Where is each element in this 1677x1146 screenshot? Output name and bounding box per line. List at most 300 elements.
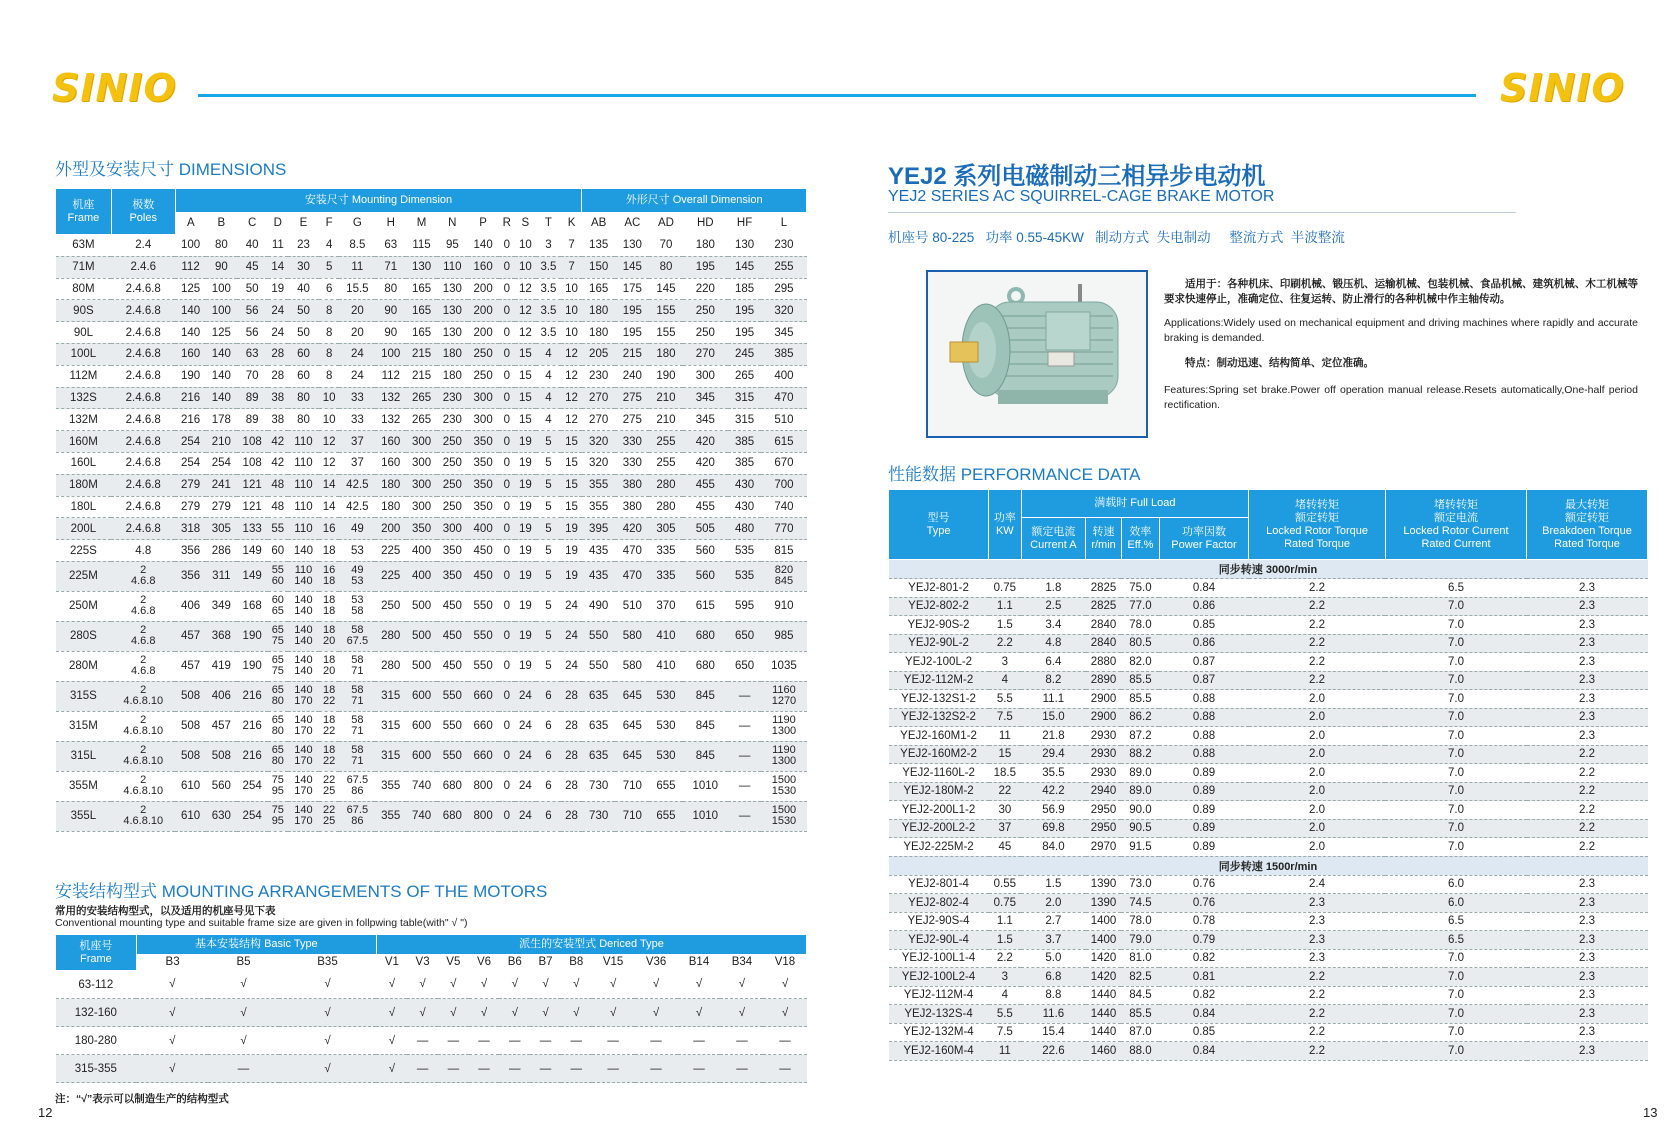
table-cell: 48 bbox=[268, 496, 289, 518]
table-row bbox=[56, 343, 807, 365]
table-cell: 355 bbox=[375, 801, 406, 831]
table-cell bbox=[319, 741, 340, 771]
eff-header-text: 效率 bbox=[1129, 525, 1152, 538]
table-cell-line: 86 bbox=[351, 815, 364, 828]
table-cell: 4 bbox=[536, 409, 562, 431]
table-cell: 356 bbox=[175, 561, 206, 591]
table-cell: 130 bbox=[437, 300, 468, 322]
table-cell: 71 bbox=[375, 256, 406, 278]
table-cell: 5 bbox=[319, 256, 340, 278]
table-cell: 395 bbox=[582, 518, 616, 540]
table-cell: 7 bbox=[561, 235, 582, 257]
table-cell: YEJ2-200L2-2 bbox=[889, 819, 989, 838]
table-cell: 70 bbox=[649, 235, 683, 257]
table-cell: 145 bbox=[728, 256, 762, 278]
performance-title: 性能数据 PERFORMANCE DATA bbox=[888, 465, 1141, 484]
table-cell-line: 140 bbox=[294, 635, 313, 648]
table-cell: 0 bbox=[499, 561, 516, 591]
table-cell: √ bbox=[376, 999, 407, 1027]
table-cell: 910 bbox=[761, 591, 806, 621]
table-cell: 130 bbox=[728, 235, 762, 257]
table-cell: 110 bbox=[437, 256, 468, 278]
table-cell: 87.2 bbox=[1121, 727, 1159, 746]
table-cell-line: 1530 bbox=[771, 815, 797, 828]
table-cell-line: 4.6.8 bbox=[131, 575, 156, 588]
applications-en: Applications:Widely used on mechanical equipment and driving machines where rapidly and accurate braking is demanded. bbox=[1164, 317, 1638, 344]
table-cell: 550 bbox=[468, 651, 499, 681]
table-cell-line: 170 bbox=[294, 755, 313, 768]
table-cell: 80.5 bbox=[1121, 634, 1159, 653]
table-cell: 3.4 bbox=[1021, 616, 1086, 635]
table-cell: 0 bbox=[499, 235, 516, 257]
table-cell: 85.5 bbox=[1121, 1005, 1159, 1024]
table-row bbox=[889, 745, 1648, 764]
mounting-note-cn: 常用的安装结构型式，以及适用的机座号见下表 bbox=[55, 905, 276, 917]
table-cell bbox=[339, 621, 375, 651]
table-cell: 300 bbox=[437, 518, 468, 540]
table-row bbox=[56, 474, 807, 496]
table-cell: 90L bbox=[56, 322, 112, 344]
table-cell: 0.81 bbox=[1159, 968, 1248, 987]
cur-header-text: Current A bbox=[1030, 538, 1077, 551]
table-cell: 2.4.6.8 bbox=[111, 322, 175, 344]
table-cell: 510 bbox=[761, 409, 806, 431]
table-cell: 355 bbox=[582, 496, 616, 518]
table-cell: 530 bbox=[649, 681, 683, 711]
table-cell: 180 bbox=[437, 343, 468, 365]
table-cell: 180 bbox=[582, 300, 616, 322]
table-cell: 132 bbox=[375, 387, 406, 409]
table-cell: 345 bbox=[683, 409, 728, 431]
table-cell: 5.5 bbox=[989, 690, 1022, 709]
table-row bbox=[56, 561, 807, 591]
table-cell: 87.0 bbox=[1121, 1023, 1159, 1042]
lrc-header-text: 堵转转矩 bbox=[1433, 498, 1478, 511]
table-cell: 8.8 bbox=[1021, 986, 1086, 1005]
table-cell: 73.0 bbox=[1121, 875, 1159, 894]
table-row bbox=[889, 1005, 1648, 1024]
brand-logo-left: SINIO bbox=[52, 66, 177, 110]
table-cell: 19 bbox=[515, 651, 536, 681]
table-cell: 845 bbox=[683, 681, 728, 711]
table-cell: 140 bbox=[206, 387, 237, 409]
table-cell: 10 bbox=[561, 322, 582, 344]
table-cell bbox=[339, 681, 375, 711]
table-cell: 0.89 bbox=[1159, 764, 1248, 783]
table-cell: 12 bbox=[515, 300, 536, 322]
table-cell: 115 bbox=[406, 235, 437, 257]
table-cell-line: 18 bbox=[323, 654, 336, 667]
table-cell: 86.2 bbox=[1121, 708, 1159, 727]
table-cell: 500 bbox=[406, 591, 437, 621]
table-cell: 420 bbox=[683, 452, 728, 474]
frame-header-text: 机座号 bbox=[79, 939, 113, 952]
table-cell: 3.5 bbox=[536, 300, 562, 322]
table-cell: 2.4 bbox=[1249, 875, 1386, 894]
table-cell: 15 bbox=[515, 409, 536, 431]
table-cell-line: 67.5 bbox=[346, 804, 369, 817]
table-cell: 320 bbox=[761, 300, 806, 322]
table-cell: 210 bbox=[649, 409, 683, 431]
table-cell: 0.88 bbox=[1159, 708, 1248, 727]
table-cell: 178 bbox=[206, 409, 237, 431]
table-cell: 11 bbox=[339, 256, 375, 278]
table-cell: 0 bbox=[499, 387, 516, 409]
table-cell: 28 bbox=[561, 681, 582, 711]
table-cell: 1420 bbox=[1086, 949, 1122, 968]
table-cell: 85.5 bbox=[1121, 690, 1159, 709]
applications-cn: 适用于：各种机床、印刷机械、锻压机、运输机械、包装机械、食品机械、建筑机械、木工机械等要求快速停止，准确定位、往复运转、防止滑行的各种机械中作主轴传动。 bbox=[1164, 278, 1638, 305]
table-cell: 345 bbox=[683, 387, 728, 409]
table-cell: 15 bbox=[561, 431, 582, 453]
table-cell: 500 bbox=[406, 621, 437, 651]
table-cell: 15 bbox=[989, 745, 1022, 764]
table-cell: 2.4.6.8 bbox=[111, 278, 175, 300]
table-cell: 0 bbox=[499, 651, 516, 681]
frame-header-text: Frame bbox=[67, 211, 100, 224]
table-cell: 38 bbox=[268, 387, 289, 409]
type-header-text: Type bbox=[926, 524, 951, 537]
table-cell: 230 bbox=[437, 409, 468, 431]
table-cell-line: 2 bbox=[140, 774, 147, 787]
dimension-column-header: H bbox=[375, 213, 406, 235]
table-cell: 11 bbox=[989, 727, 1022, 746]
table-row bbox=[56, 496, 807, 518]
table-cell: 90 bbox=[206, 256, 237, 278]
table-cell: 121 bbox=[237, 474, 268, 496]
full-load-header: 满载时 Full Load bbox=[1021, 490, 1248, 518]
table-cell-line: 18 bbox=[323, 624, 336, 637]
table-cell-line: 86 bbox=[351, 785, 364, 798]
table-cell: 85.5 bbox=[1121, 671, 1159, 690]
table-row bbox=[889, 931, 1648, 950]
dimension-column-header: HD bbox=[683, 213, 728, 235]
table-cell: 8 bbox=[319, 343, 340, 365]
table-cell: YEJ2-225M-2 bbox=[889, 838, 989, 857]
table-cell: 4 bbox=[536, 343, 562, 365]
table-cell: 5 bbox=[536, 561, 562, 591]
table-cell: 2.2 bbox=[1527, 838, 1648, 857]
power-header-text: KW bbox=[995, 524, 1014, 537]
table-cell: 710 bbox=[615, 771, 649, 801]
table-cell bbox=[319, 801, 340, 831]
table-cell: 33 bbox=[339, 387, 375, 409]
table-row bbox=[56, 651, 807, 681]
table-cell: 112M bbox=[56, 365, 112, 387]
table-cell: — bbox=[438, 1027, 469, 1055]
table-cell bbox=[288, 801, 319, 831]
table-cell: 49 bbox=[339, 518, 375, 540]
table-cell: 2.0 bbox=[1249, 708, 1386, 727]
table-cell bbox=[319, 711, 340, 741]
table-cell: 245 bbox=[728, 343, 762, 365]
table-cell: 470 bbox=[615, 561, 649, 591]
table-cell: 37 bbox=[339, 431, 375, 453]
table-cell-line: 4.6.8.10 bbox=[123, 785, 164, 798]
table-cell: 580 bbox=[615, 621, 649, 651]
table-cell: 0.75 bbox=[989, 579, 1022, 598]
table-cell: 2.0 bbox=[1249, 764, 1386, 783]
table-cell: 8.2 bbox=[1021, 671, 1086, 690]
table-cell: 4.8 bbox=[1021, 634, 1086, 653]
table-cell-line: 140 bbox=[294, 575, 313, 588]
table-cell: 650 bbox=[728, 651, 762, 681]
dimension-column-header: HF bbox=[728, 213, 762, 235]
table-cell-line: 140 bbox=[294, 594, 313, 607]
table-cell: YEJ2-112M-4 bbox=[889, 986, 989, 1005]
table-cell: 2.4.6.8 bbox=[111, 496, 175, 518]
table-cell: 7.0 bbox=[1385, 782, 1526, 801]
table-cell: 3.7 bbox=[1021, 931, 1086, 950]
table-cell: 7.0 bbox=[1385, 801, 1526, 820]
table-cell-line: 71 bbox=[351, 725, 364, 738]
table-cell: 38 bbox=[268, 409, 289, 431]
table-cell: 655 bbox=[649, 801, 683, 831]
dimension-column-header: S bbox=[515, 213, 536, 235]
table-cell: 216 bbox=[175, 409, 206, 431]
table-cell: 635 bbox=[582, 741, 616, 771]
table-row bbox=[56, 621, 807, 651]
table-cell: 300 bbox=[406, 431, 437, 453]
table-cell-line: 25 bbox=[323, 785, 336, 798]
table-cell: 200 bbox=[468, 278, 499, 300]
table-cell: 19 bbox=[561, 561, 582, 591]
table-cell: √ bbox=[635, 971, 678, 999]
table-row bbox=[889, 819, 1648, 838]
table-cell: 255 bbox=[649, 431, 683, 453]
table-cell: 225S bbox=[56, 540, 112, 562]
table-cell: 300 bbox=[468, 409, 499, 431]
table-cell-line: 140 bbox=[294, 684, 313, 697]
table-cell: 280M bbox=[56, 651, 112, 681]
table-cell: 318 bbox=[175, 518, 206, 540]
table-row bbox=[56, 518, 807, 540]
table-cell: 140 bbox=[468, 235, 499, 257]
table-row bbox=[889, 671, 1648, 690]
table-cell: √ bbox=[763, 971, 806, 999]
table-cell: — bbox=[561, 1055, 592, 1083]
table-cell bbox=[111, 711, 175, 741]
table-cell: 350 bbox=[468, 474, 499, 496]
table-cell: 215 bbox=[406, 343, 437, 365]
table-cell: 2.2 bbox=[1527, 782, 1648, 801]
table-cell: 660 bbox=[468, 741, 499, 771]
table-cell-line: 2 bbox=[140, 684, 147, 697]
table-cell: 2.3 bbox=[1527, 690, 1648, 709]
table-cell bbox=[761, 771, 806, 801]
table-cell: 254 bbox=[237, 771, 268, 801]
table-cell: 505 bbox=[683, 518, 728, 540]
table-cell: YEJ2-90S-4 bbox=[889, 912, 989, 931]
table-cell: 90 bbox=[375, 300, 406, 322]
table-cell: 150 bbox=[582, 256, 616, 278]
table-cell: 80 bbox=[288, 409, 319, 431]
table-cell: 10 bbox=[561, 300, 582, 322]
table-cell: 28 bbox=[561, 771, 582, 801]
table-row bbox=[56, 1055, 807, 1083]
table-cell: 80 bbox=[375, 278, 406, 300]
table-row bbox=[889, 986, 1648, 1005]
table-cell: 100 bbox=[206, 300, 237, 322]
table-cell: √ bbox=[592, 971, 635, 999]
table-cell: 112 bbox=[375, 365, 406, 387]
table-cell: √ bbox=[376, 1055, 407, 1083]
table-cell: 355 bbox=[375, 771, 406, 801]
table-cell: 84.0 bbox=[1021, 838, 1086, 857]
table-cell: 2.3 bbox=[1527, 597, 1648, 616]
table-cell: 4 bbox=[989, 986, 1022, 1005]
table-cell: 0 bbox=[499, 801, 516, 831]
table-cell: 80 bbox=[206, 235, 237, 257]
table-cell: 15 bbox=[515, 387, 536, 409]
mount-column-header: B8 bbox=[561, 955, 592, 971]
table-cell: √ bbox=[530, 971, 561, 999]
table-cell: — bbox=[469, 1055, 500, 1083]
table-cell: 6 bbox=[536, 711, 562, 741]
table-cell: 145 bbox=[649, 278, 683, 300]
table-cell: 770 bbox=[761, 518, 806, 540]
table-cell-line: 2 bbox=[140, 624, 147, 637]
table-cell: 90.5 bbox=[1121, 819, 1159, 838]
table-cell: 2.2 bbox=[1527, 745, 1648, 764]
table-cell: 15.0 bbox=[1021, 708, 1086, 727]
table-cell: 455 bbox=[683, 474, 728, 496]
table-cell: 0.89 bbox=[1159, 819, 1248, 838]
table-row bbox=[889, 708, 1648, 727]
table-cell bbox=[761, 681, 806, 711]
mount-column-header: V15 bbox=[592, 955, 635, 971]
table-cell: 530 bbox=[649, 711, 683, 741]
poles-header bbox=[111, 189, 175, 235]
table-cell bbox=[268, 801, 289, 831]
table-cell: — bbox=[530, 1055, 561, 1083]
table-cell: 2950 bbox=[1086, 819, 1122, 838]
table-cell: 470 bbox=[761, 387, 806, 409]
table-cell: — bbox=[635, 1027, 678, 1055]
table-cell: 82.0 bbox=[1121, 653, 1159, 672]
table-cell: 1390 bbox=[1086, 875, 1122, 894]
table-cell: 225 bbox=[375, 540, 406, 562]
table-cell-line: 95 bbox=[271, 785, 284, 798]
table-cell: 600 bbox=[406, 681, 437, 711]
table-cell: 5 bbox=[536, 452, 562, 474]
mount-column-header: B7 bbox=[530, 955, 561, 971]
table-cell-line: 170 bbox=[294, 695, 313, 708]
table-cell: 480 bbox=[728, 518, 762, 540]
table-cell: 700 bbox=[761, 474, 806, 496]
table-cell: 6 bbox=[319, 278, 340, 300]
table-cell: 457 bbox=[175, 651, 206, 681]
table-cell: 800 bbox=[468, 771, 499, 801]
table-cell: 60 bbox=[288, 343, 319, 365]
dimensions-title: 外型及安装尺寸 DIMENSIONS bbox=[55, 160, 287, 179]
table-cell-line: 65 bbox=[271, 714, 284, 727]
table-cell: 2950 bbox=[1086, 801, 1122, 820]
table-cell: 0 bbox=[499, 300, 516, 322]
table-cell: 2.0 bbox=[1249, 801, 1386, 820]
table-cell: 200L bbox=[56, 518, 112, 540]
table-cell: 15 bbox=[561, 496, 582, 518]
table-cell: 90.0 bbox=[1121, 801, 1159, 820]
table-cell: 0.88 bbox=[1159, 745, 1248, 764]
table-cell: 0 bbox=[499, 621, 516, 651]
table-cell: YEJ2-200L1-2 bbox=[889, 801, 989, 820]
table-row bbox=[889, 579, 1648, 598]
table-cell: 250 bbox=[468, 365, 499, 387]
table-cell: 740 bbox=[406, 801, 437, 831]
table-cell: 270 bbox=[582, 387, 616, 409]
table-cell: 165 bbox=[406, 300, 437, 322]
table-cell: 180 bbox=[437, 365, 468, 387]
mount-column-header: B35 bbox=[279, 955, 377, 971]
table-cell-line: 845 bbox=[774, 575, 794, 588]
table-row bbox=[889, 764, 1648, 783]
table-cell: 0.78 bbox=[1159, 912, 1248, 931]
table-cell: 195 bbox=[728, 300, 762, 322]
table-cell: 0.82 bbox=[1159, 986, 1248, 1005]
table-cell: √ bbox=[136, 1027, 208, 1055]
table-cell-line: 2 bbox=[140, 744, 147, 757]
table-cell: 7 bbox=[561, 256, 582, 278]
table-cell-line: 16 bbox=[323, 564, 336, 577]
table-cell: 1420 bbox=[1086, 968, 1122, 987]
table-cell: 12 bbox=[515, 278, 536, 300]
table-cell: 490 bbox=[582, 591, 616, 621]
table-cell: 650 bbox=[728, 621, 762, 651]
table-cell: 250 bbox=[468, 343, 499, 365]
table-cell: 2.3 bbox=[1527, 634, 1648, 653]
table-cell-line: 140 bbox=[294, 665, 313, 678]
table-row bbox=[56, 971, 807, 999]
table-cell: 1.1 bbox=[989, 597, 1022, 616]
cur-header bbox=[1021, 518, 1086, 560]
table-cell: 28 bbox=[561, 741, 582, 771]
table-cell: 330 bbox=[615, 452, 649, 474]
table-cell: 89.0 bbox=[1121, 782, 1159, 801]
dimension-column-header: G bbox=[339, 213, 375, 235]
table-cell-line: 140 bbox=[294, 744, 313, 757]
table-cell bbox=[288, 771, 319, 801]
table-cell: 110 bbox=[288, 474, 319, 496]
table-cell: 985 bbox=[761, 621, 806, 651]
table-cell: 7.0 bbox=[1385, 671, 1526, 690]
table-cell: 2.2 bbox=[1249, 986, 1386, 1005]
table-cell: 7.0 bbox=[1385, 1042, 1526, 1061]
table-row bbox=[889, 894, 1648, 913]
table-cell bbox=[111, 741, 175, 771]
table-cell: 600 bbox=[406, 711, 437, 741]
table-cell: 200 bbox=[468, 300, 499, 322]
table-cell: 180-280 bbox=[56, 1027, 137, 1055]
mount-column-header: V3 bbox=[407, 955, 438, 971]
table-cell-line: 4.6.8 bbox=[131, 665, 156, 678]
table-cell: 580 bbox=[615, 651, 649, 681]
table-cell bbox=[339, 801, 375, 831]
table-cell: 133 bbox=[237, 518, 268, 540]
table-cell: 140 bbox=[175, 322, 206, 344]
table-cell: 410 bbox=[649, 621, 683, 651]
table-cell: 6 bbox=[536, 771, 562, 801]
table-cell: 78.0 bbox=[1121, 616, 1159, 635]
table-cell: 23 bbox=[288, 235, 319, 257]
table-cell-line: 58 bbox=[351, 684, 364, 697]
table-cell: 265 bbox=[406, 409, 437, 431]
table-cell: 7.0 bbox=[1385, 745, 1526, 764]
table-cell bbox=[111, 621, 175, 651]
table-cell: 2.3 bbox=[1527, 912, 1648, 931]
table-cell: 265 bbox=[406, 387, 437, 409]
table-cell: 680 bbox=[437, 801, 468, 831]
